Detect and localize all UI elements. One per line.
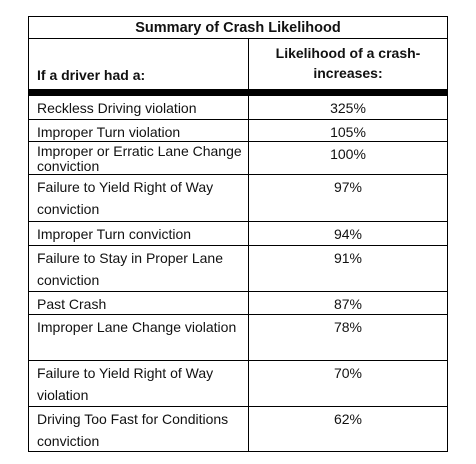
row-label: Improper Lane Change violation <box>29 315 249 360</box>
row-label: Past Crash <box>29 292 249 314</box>
row-label: Improper Turn violation <box>29 120 249 141</box>
column-header-likelihood-line1: Likelihood of a crash- <box>275 45 421 61</box>
column-header-driver-label: If a driver had a: <box>37 67 146 83</box>
header-divider <box>29 89 447 96</box>
row-value: 97% <box>333 179 363 195</box>
table-row <box>29 175 447 222</box>
row-label: Improper or Erratic Lane Change conviction <box>29 142 249 174</box>
row-label: Failure to Stay in Proper Lane conviction <box>29 246 249 291</box>
table-row <box>29 120 447 142</box>
row-label: Failure to Yield Right of Way conviction <box>29 175 249 221</box>
table-body <box>29 96 447 452</box>
row-label: Failure to Yield Right of Way violation <box>29 361 249 406</box>
column-header-likelihood <box>249 39 447 89</box>
row-label: Driving Too Fast for Conditions conviction <box>29 407 249 452</box>
column-header-likelihood-line2: increases: <box>313 65 383 81</box>
table-row <box>29 407 447 452</box>
row-value: 78% <box>333 319 363 335</box>
column-header-driver <box>29 39 249 89</box>
row-value: 91% <box>333 250 363 266</box>
row-value: 87% <box>333 296 363 312</box>
table-row <box>29 142 447 175</box>
table-row <box>29 246 447 292</box>
table-row <box>29 96 447 120</box>
row-value: 62% <box>333 411 363 427</box>
table-title: Summary of Crash Likelihood <box>29 17 447 39</box>
table-row <box>29 315 447 361</box>
table-row <box>29 222 447 246</box>
row-value: 325% <box>330 100 366 116</box>
row-value: 105% <box>330 124 366 140</box>
table-row <box>29 292 447 315</box>
row-label: Improper Turn conviction <box>29 222 249 245</box>
row-value: 70% <box>333 365 363 381</box>
row-label: Reckless Driving violation <box>29 96 249 119</box>
row-value: 94% <box>333 226 363 242</box>
crash-likelihood-table <box>28 16 448 452</box>
row-value: 100% <box>330 146 366 162</box>
table-row <box>29 361 447 407</box>
